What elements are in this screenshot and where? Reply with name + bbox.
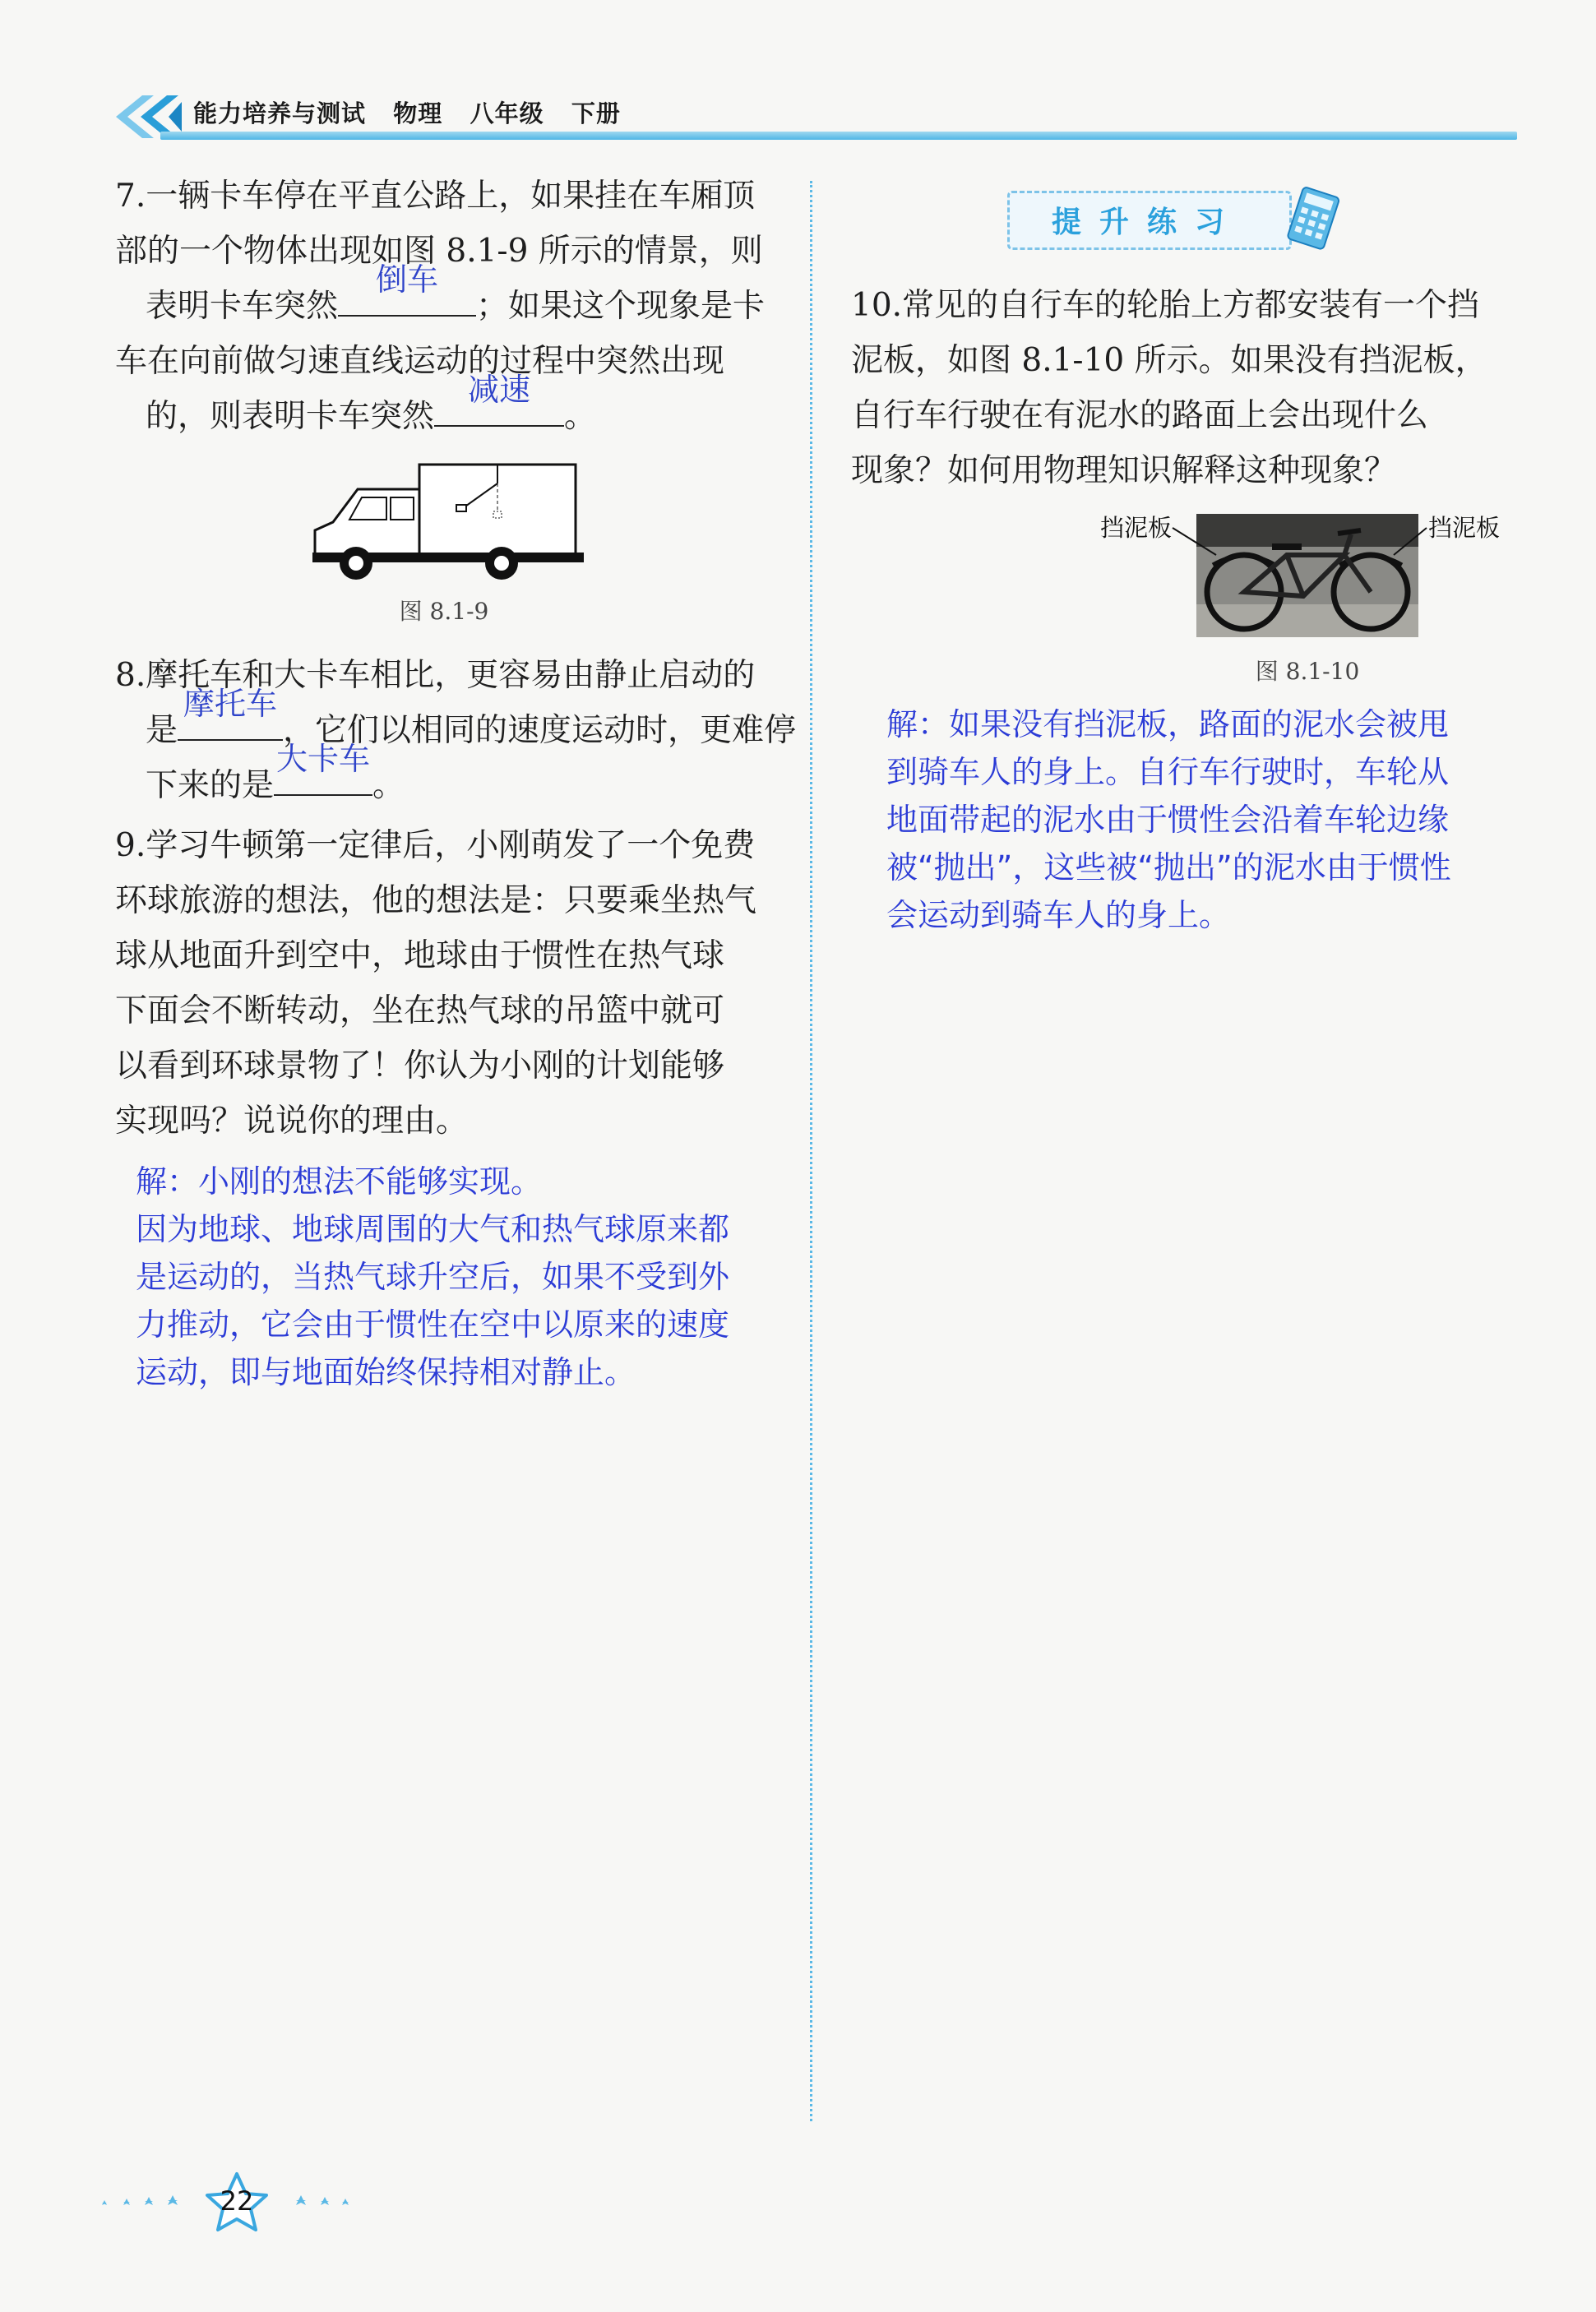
page-header bbox=[103, 92, 1521, 143]
q10-line: 自行车行驶在有泥水的路面上会出现什么 bbox=[851, 397, 1429, 434]
calculator-icon bbox=[1283, 186, 1342, 252]
q10-line: 现象？如何用物理知识解释这种现象？ bbox=[851, 452, 1397, 489]
header-rule bbox=[160, 132, 1517, 140]
q8-text: 下来的是 bbox=[146, 767, 275, 804]
q9-line: 以看到环球景物了！你认为小刚的计划能够 bbox=[115, 1047, 725, 1084]
figure-caption-8-1-9: 图 8.1-9 bbox=[399, 598, 489, 625]
q7-answer-2: 减速 bbox=[468, 372, 531, 408]
q9-line: 环球旅游的想法，他的想法是：只要乘坐热气 bbox=[115, 882, 757, 919]
figure-caption-8-1-10: 图 8.1-10 bbox=[1255, 658, 1360, 685]
q9-line: 9.学习牛顿第一定律后，小刚萌发了一个免费 bbox=[115, 827, 756, 864]
truck-figure bbox=[308, 460, 588, 584]
question-10 bbox=[851, 278, 1580, 498]
q8-text: 是 bbox=[146, 712, 178, 749]
q8-answer-1: 摩托车 bbox=[183, 686, 278, 722]
q10-line: 泥板，如图 8.1-10 所示。如果没有挡泥板， bbox=[851, 342, 1487, 379]
q9-line: 球从地面升到空中，地球由于惯性在热气球 bbox=[115, 937, 725, 974]
q8-blank-2 bbox=[274, 741, 372, 796]
q10-answer-line: 会运动到骑车人的身上。 bbox=[886, 897, 1231, 933]
q7-answer-1: 倒车 bbox=[376, 261, 439, 298]
q9-answer-line: 力推动，它会由于惯性在空中以原来的速度 bbox=[136, 1306, 730, 1343]
q7-blank-1 bbox=[338, 261, 476, 317]
pointer-line-left bbox=[1171, 526, 1220, 559]
q10-line: 10.常见的自行车的轮胎上方都安装有一个挡 bbox=[851, 287, 1480, 324]
bicycle-photo bbox=[1196, 514, 1418, 637]
q7-line: 车在向前做匀速直线运动的过程中突然出现 bbox=[115, 343, 725, 380]
q8-line bbox=[146, 741, 820, 813]
q8-line: 8.摩托车和大卡车相比，更容易由静止启动的 bbox=[115, 657, 756, 694]
q10-answer-line: 被“抛出”，这些被“抛出”的泥水由于惯性 bbox=[886, 849, 1451, 885]
q7-text: 。 bbox=[564, 398, 597, 435]
label-mudguard-left: 挡泥板 bbox=[1100, 514, 1173, 542]
section-badge bbox=[1007, 191, 1344, 250]
question-8 bbox=[115, 648, 820, 813]
q9-answer bbox=[136, 1158, 793, 1396]
q10-answer bbox=[886, 701, 1544, 939]
q10-answer-line: 地面带起的泥水由于惯性会沿着车轮边缘 bbox=[886, 802, 1450, 838]
question-9 bbox=[115, 818, 820, 1149]
q8-answer-2: 大卡车 bbox=[276, 741, 371, 777]
question-7 bbox=[115, 169, 820, 444]
q7-line: 7.一辆卡车停在平直公路上，如果挂在车厢顶 bbox=[115, 178, 756, 215]
q9-line: 下面会不断转动，坐在热气球的吊篮中就可 bbox=[115, 992, 725, 1029]
q7-line bbox=[146, 372, 820, 444]
q7-text: ；如果这个现象是卡 bbox=[476, 288, 766, 325]
q9-answer-line: 运动，即与地面始终保持相对静止。 bbox=[136, 1354, 636, 1390]
label-mudguard-right: 挡泥板 bbox=[1428, 514, 1501, 542]
q7-text: 的，则表明卡车突然 bbox=[146, 398, 435, 435]
q7-blank-2 bbox=[434, 372, 564, 427]
badge-label: 提升练习 bbox=[1051, 206, 1242, 239]
q9-line: 实现吗？说说你的理由。 bbox=[115, 1103, 469, 1140]
q9-answer-line: 解：小刚的想法不能够实现。 bbox=[136, 1163, 543, 1200]
q8-line bbox=[146, 686, 820, 758]
page-number-badge bbox=[90, 2171, 362, 2236]
page-number: 22 bbox=[220, 2185, 254, 2217]
q9-answer-line: 因为地球、地球周围的大气和热气球原来都 bbox=[136, 1211, 730, 1247]
q9-answer-line: 是运动的，当热气球升空后，如果不受到外 bbox=[136, 1259, 730, 1295]
q7-line bbox=[146, 261, 820, 334]
book-title: 能力培养与测试 物理 八年级 下册 bbox=[193, 99, 621, 127]
q8-text: ，它们以相同的速度运动时，更难停 bbox=[283, 712, 797, 749]
q10-answer-line: 解：如果没有挡泥板，路面的泥水会被甩 bbox=[886, 706, 1450, 742]
q7-line: 部的一个物体出现如图 8.1-9 所示的情景，则 bbox=[115, 233, 763, 270]
column-divider bbox=[810, 181, 812, 2121]
q10-answer-line: 到骑车人的身上。自行车行驶时，车轮从 bbox=[886, 754, 1450, 790]
q8-blank-1 bbox=[178, 686, 283, 741]
pointer-line-right bbox=[1390, 526, 1431, 559]
q7-text: 表明卡车突然 bbox=[146, 288, 339, 325]
q8-text: 。 bbox=[372, 767, 405, 804]
